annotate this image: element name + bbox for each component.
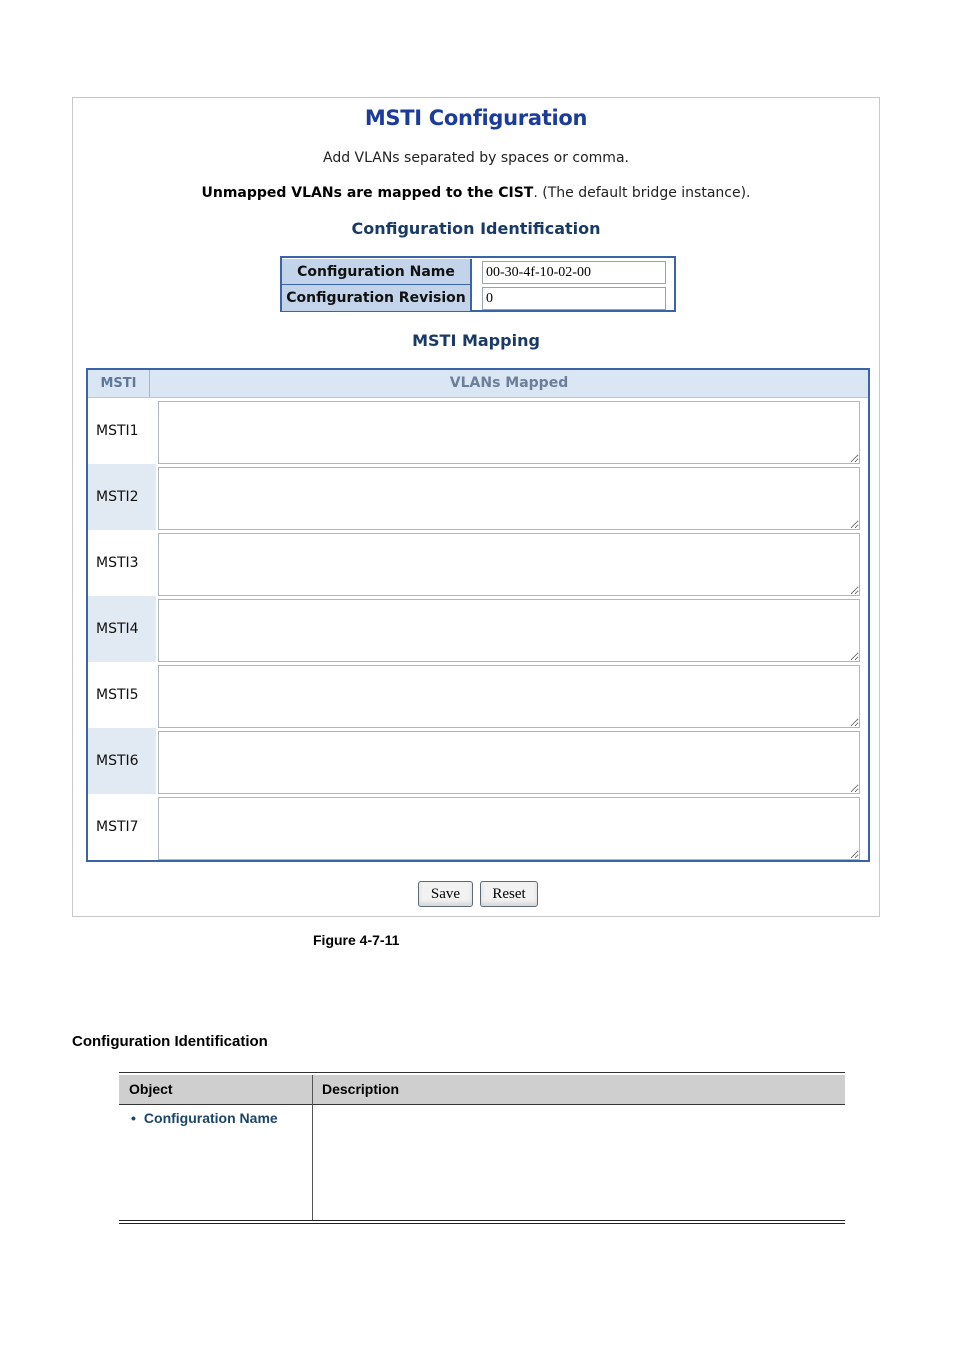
table-row bbox=[131, 1110, 278, 1126]
msti5-vlans-textarea[interactable] bbox=[158, 665, 860, 728]
object-name: Configuration Name bbox=[143, 1110, 278, 1126]
reset-button[interactable]: Reset bbox=[480, 881, 538, 907]
msti7-vlans-textarea[interactable] bbox=[158, 797, 860, 860]
column-divider bbox=[312, 1075, 313, 1221]
save-button[interactable]: Save bbox=[418, 881, 473, 907]
description-column-header: Description bbox=[322, 1081, 400, 1097]
hint-text: Add VLANs separated by spaces or comma. bbox=[323, 150, 629, 166]
section-heading: Configuration Identification bbox=[72, 1033, 268, 1050]
page-title: MSTI Configuration bbox=[364, 106, 588, 130]
msti-row-1 bbox=[88, 398, 868, 464]
msti2-vlans-textarea[interactable] bbox=[158, 467, 860, 530]
msti-name: MSTI5 bbox=[96, 687, 139, 703]
msti-row-5 bbox=[88, 662, 868, 728]
config-revision-row bbox=[282, 285, 674, 311]
msti-name: MSTI7 bbox=[96, 819, 139, 835]
msti-name: MSTI2 bbox=[88, 464, 156, 530]
msti-name: MSTI4 bbox=[88, 596, 156, 662]
config-name-input[interactable] bbox=[482, 261, 666, 284]
msti-configuration-panel bbox=[72, 97, 880, 917]
config-name-label: Configuration Name bbox=[282, 259, 472, 285]
msti-row-6 bbox=[88, 728, 868, 794]
msti-mapping-table bbox=[86, 368, 870, 862]
msti-row-7 bbox=[88, 794, 868, 860]
msti1-vlans-textarea[interactable] bbox=[158, 401, 860, 464]
cist-note-rest: . (The default bridge instance). bbox=[533, 185, 751, 201]
config-identification-heading: Configuration Identification bbox=[351, 219, 601, 238]
cist-note bbox=[73, 185, 879, 201]
config-name-row bbox=[282, 259, 674, 285]
msti-name: MSTI1 bbox=[96, 423, 139, 439]
msti-row-4 bbox=[88, 596, 868, 662]
msti4-vlans-textarea[interactable] bbox=[158, 599, 860, 662]
cist-note-bold: Unmapped VLANs are mapped to the CIST bbox=[201, 185, 534, 201]
config-identification-table bbox=[280, 256, 676, 312]
table-top-rule bbox=[119, 1072, 845, 1073]
msti-row-2 bbox=[88, 464, 868, 530]
msti3-vlans-textarea[interactable] bbox=[158, 533, 860, 596]
msti-name: MSTI6 bbox=[88, 728, 156, 794]
msti-mapping-heading: MSTI Mapping bbox=[412, 331, 540, 350]
mapping-header-row bbox=[88, 370, 868, 398]
msti6-vlans-textarea[interactable] bbox=[158, 731, 860, 794]
object-column-header: Object bbox=[129, 1081, 173, 1097]
bullet-icon: • bbox=[131, 1110, 136, 1126]
table-header-row bbox=[119, 1075, 845, 1105]
object-description-table bbox=[119, 1072, 845, 1224]
table-bottom-rule bbox=[119, 1220, 845, 1221]
config-revision-label: Configuration Revision bbox=[282, 285, 472, 311]
msti-name: MSTI3 bbox=[96, 555, 139, 571]
config-revision-input[interactable] bbox=[482, 287, 666, 310]
msti-row-3 bbox=[88, 530, 868, 596]
vlans-mapped-column-header: VLANs Mapped bbox=[449, 375, 569, 391]
msti-column-header: MSTI bbox=[88, 370, 150, 397]
figure-caption: Figure 4-7-11 bbox=[313, 932, 400, 948]
table-bottom-rule-double bbox=[119, 1223, 845, 1224]
